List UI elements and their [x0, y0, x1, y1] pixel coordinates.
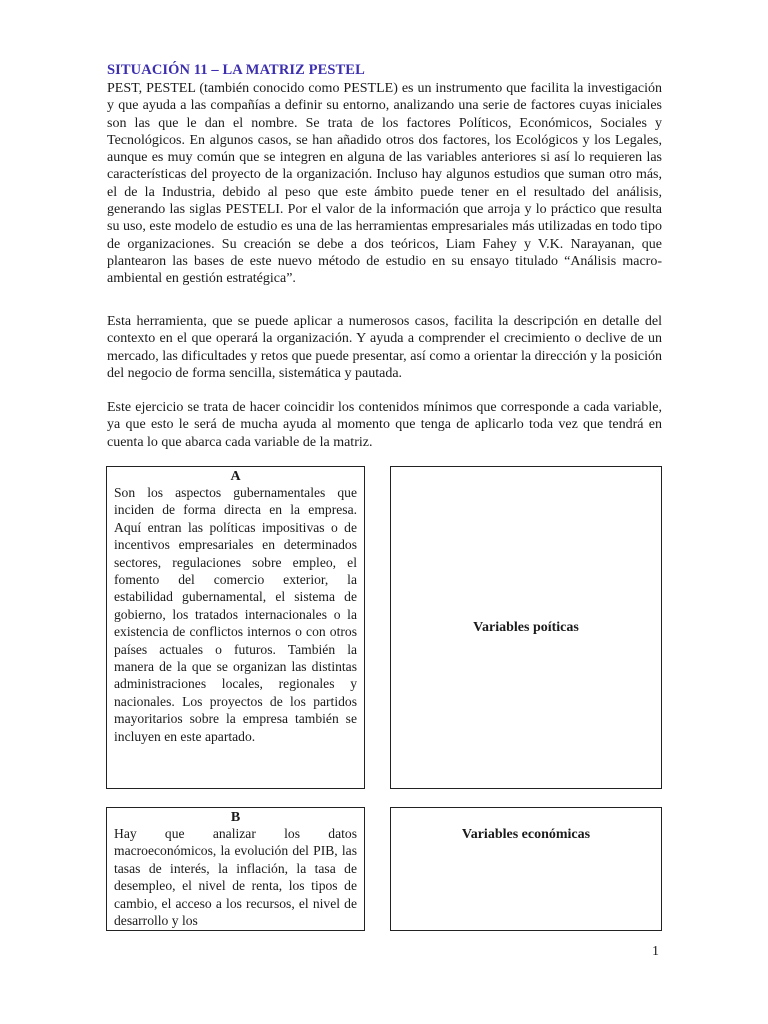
- tool-paragraph: Esta herramienta, que se puede aplicar a numerosos casos, facilita la descripción en detalle del contexto en el que operará la organización. Y ayuda a comprender el crecimiento o declive de un mercado, las dificultades y retos que puede presentar, así como a orientar la dirección y la posición del negocio de forma sencilla, sistemática y pautada.: [107, 314, 662, 381]
- page-number: 1: [652, 944, 659, 959]
- box-b-letter: B: [230, 810, 241, 825]
- intro-paragraph: PEST, PESTEL (también conocido como PESTLE) es un instrumento que facilita la investigación y que ayuda a las compañías a definir su entorno, analizando una serie de factores cuyas iniciales son las que le dan el nombre. Se trata de los factores Políticos, Económicos, Sociales y Tecnológicos. En algunos casos, se han añadido otros dos factores, los Ecológicos y los Legales, aunque es muy común que se integren en alguna de las variables anteriores si así lo requieren las características del proyecto de la organización. Incluso hay algunos estudios que suman otro más, el de la Industria, debido al peso que este ámbito puede tener en el resultado del análisis, generando las siglas PESTELI. Por el valor de la información que arroja y lo práctico que resulta su uso, este modelo de estudio es una de las herramientas empresariales más utilizadas en todo tipo de organizaciones. Su creación se debe a dos teóricos, Liam Fahey y V.K. Narayanan, que plantearon las bases de este nuevo método de estudio en su ensayo titulado “Análisis macro-ambiental en gestión estratégica”.: [107, 81, 662, 287]
- box-b-variable: [390, 807, 662, 931]
- box-a-description: [106, 466, 365, 789]
- box-a-variable: [390, 466, 662, 789]
- box-b-description: [106, 807, 365, 931]
- box-b-label: Variables económicas: [461, 827, 591, 842]
- box-a-letter: A: [230, 469, 241, 484]
- box-a-label: Variables poíticas: [473, 620, 579, 635]
- box-b-text: Hay que analizar los datos macroeconómicos, la evolución del PIB, las tasas de interés, la inflación, la tasa de desempleo, el nivel de renta, los tipos de cambio, el acceso a los recursos, el nivel de desarrollo y los: [114, 826, 357, 929]
- box-a-text: Son los aspectos gubernamentales que inciden de forma directa en la empresa. Aquí entran las políticas impositivas o de incentivos empresariales en determinados sectores, regulaciones sobre empleo, el fomento del comercio exterior, la estabilidad gubernamental, el sistema de gobierno, los tratados internacionales o la existencia de conflictos internos o con otros países actuales o futuros. También la manera de la que se organizan las distintas administraciones locales, regionales y nacionales. Los proyectos de los partidos mayoritarios sobre la empresa también se incluyen en este apartado.: [114, 485, 357, 744]
- section-heading: SITUACIÓN 11 – LA MATRIZ PESTEL: [107, 62, 365, 78]
- exercise-paragraph: Este ejercicio se trata de hacer coincidir los contenidos mínimos que corresponde a cada variable, ya que esto le será de mucha ayuda al momento que tenga de aplicarlo toda vez que tendrá en cuenta lo que abarca cada variable de la matriz.: [107, 400, 662, 450]
